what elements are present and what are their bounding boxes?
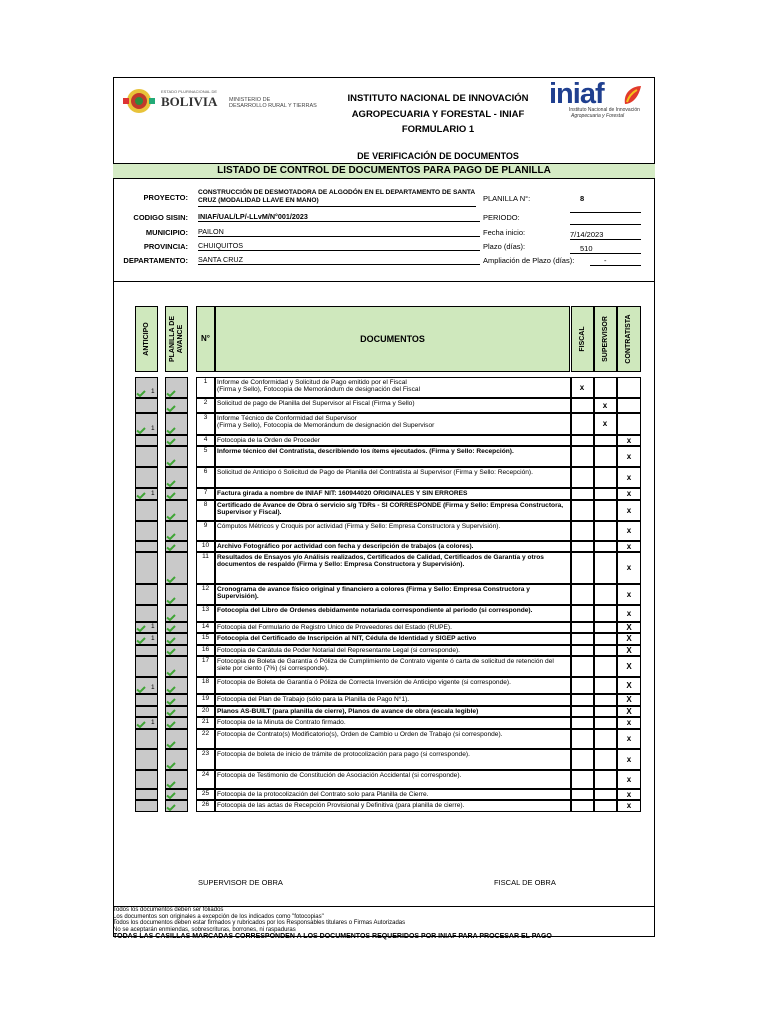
fecha-value: 7/14/2023 bbox=[570, 230, 641, 240]
row-number: 13 bbox=[201, 606, 210, 613]
row-number: 10 bbox=[201, 542, 210, 549]
supervisor-cell bbox=[594, 500, 617, 521]
fiscal-signature: FISCAL DE OBRA bbox=[494, 878, 556, 887]
supervisor-cell bbox=[594, 729, 617, 749]
fiscal-cell bbox=[571, 800, 594, 812]
proyecto-value: CONSTRUCCIÓN DE DESMOTADORA DE ALGODÓN EN EL DEPARTAMENTO DE SANTA CRUZ (MODALIDAD LLAVE EN MANO) bbox=[198, 189, 476, 207]
planilla-avance-header-text: PLANILLA DE AVANCE bbox=[168, 315, 184, 363]
check-icon bbox=[136, 686, 146, 693]
check-icon bbox=[166, 709, 176, 716]
row-document-text: Fotocopia de la Orden de Proceder bbox=[217, 437, 320, 444]
fiscal-cell bbox=[571, 435, 594, 446]
supervisor-header bbox=[594, 306, 617, 372]
row-number: 16 bbox=[201, 646, 210, 653]
fiscal-header bbox=[571, 306, 594, 372]
contratista-mark: x bbox=[626, 589, 632, 599]
row-document-text: Solicitud de pago de Planilla del Supervisor al Fiscal (Firma y Sello) bbox=[217, 400, 415, 407]
iniaf-sub-2: Agropecuaria y Forestal bbox=[571, 113, 625, 119]
title-line-1: INSTITUTO NACIONAL DE INNOVACIÓN bbox=[347, 93, 529, 104]
check-icon bbox=[166, 614, 176, 621]
row-number: 24 bbox=[201, 771, 210, 778]
anticipo-count: 1 bbox=[151, 388, 155, 395]
contratista-mark: X bbox=[626, 622, 632, 632]
contratista-mark: x bbox=[626, 754, 632, 764]
anticipo-header bbox=[135, 306, 158, 372]
row-number: 1 bbox=[203, 378, 208, 385]
supervisor-cell bbox=[594, 622, 617, 633]
check-icon bbox=[166, 721, 176, 728]
sisin-label: CODIGO SISIN: bbox=[133, 213, 188, 222]
contratista-mark: x bbox=[626, 563, 632, 572]
supervisor-cell bbox=[594, 467, 617, 488]
supervisor-cell bbox=[594, 552, 617, 584]
provincia-value: CHUIQUITOS bbox=[198, 241, 480, 251]
fiscal-cell bbox=[571, 656, 594, 677]
supervisor-cell bbox=[594, 656, 617, 677]
row-number: 8 bbox=[203, 501, 208, 508]
supervisor-cell bbox=[594, 800, 617, 812]
supervisor-mark: x bbox=[602, 419, 608, 428]
fiscal-cell bbox=[571, 706, 594, 717]
row-document-text: Fotocopia de Contrato(s) Modificatorio(s), Orden de Cambio u Orden de Trabajo (si corresponde). bbox=[217, 731, 503, 738]
plazo-label: Plazo (días): bbox=[483, 242, 526, 251]
fiscal-header-text: FISCAL bbox=[578, 326, 586, 352]
check-icon bbox=[166, 390, 176, 397]
fiscal-cell bbox=[571, 521, 594, 541]
anticipo-cell bbox=[135, 749, 158, 770]
fiscal-cell bbox=[571, 633, 594, 645]
supervisor-cell bbox=[594, 435, 617, 446]
fiscal-cell bbox=[571, 717, 594, 729]
check-icon bbox=[166, 427, 176, 434]
anticipo-count: 1 bbox=[151, 684, 155, 691]
check-icon bbox=[166, 762, 176, 769]
planilla-avance-header bbox=[165, 306, 188, 372]
contratista-mark: x bbox=[626, 435, 632, 445]
check-icon bbox=[166, 792, 176, 799]
periodo-label: PERIODO: bbox=[483, 213, 520, 222]
check-icon bbox=[166, 544, 176, 551]
supervisor-cell bbox=[594, 377, 617, 398]
supervisor-cell bbox=[594, 789, 617, 800]
row-number: 23 bbox=[201, 750, 210, 757]
check-icon bbox=[166, 576, 176, 583]
logo-small-text: ESTADO PLURINACIONAL DE bbox=[161, 89, 218, 94]
bottom-note: TODAS LAS CASILLAS MARCADAS CORRESPONDEN A LOS DOCUMENTOS REQUERIDOS POR INIAF PARA PROCESAR EL PAGO bbox=[113, 933, 552, 940]
check-icon bbox=[166, 597, 176, 604]
fecha-label: Fecha inicio: bbox=[483, 228, 526, 237]
anticipo-cell bbox=[135, 552, 158, 584]
contratista-mark: x bbox=[626, 789, 632, 799]
row-document-text: Factura girada a nombre de INIAF NIT: 160944020 ORIGINALES Y SIN ERRORES bbox=[217, 490, 468, 497]
section-divider bbox=[113, 281, 655, 282]
check-icon bbox=[166, 648, 176, 655]
contratista-mark: x bbox=[626, 801, 632, 810]
leaf-icon bbox=[621, 84, 643, 108]
row-document-text: Informe Técnico de Conformidad del Supervisor (Firma y Sello), Fotocopia de Memorándum de designación del Supervisor bbox=[217, 415, 435, 430]
footnote-3: Todos los documentos deben estar firmados y rubricados por los Responsables titulares o Firmas Autorizadas bbox=[113, 920, 406, 927]
row-document-text: Informe de Conformidad y Solicitud de Pago emitido por el Fiscal (Firma y Sello), Fotocopia de Memorándum de designación del Fiscal bbox=[217, 379, 421, 394]
row-document-text: Informe técnico del Contratista, describiendo los ítems ejecutados. (Firma y Sello: Recepción). bbox=[217, 448, 514, 455]
row-document-text: Fotocopia de Testimonio de Constitución de Asociación Accidental (si corresponde). bbox=[217, 772, 462, 779]
anticipo-cell bbox=[135, 605, 158, 622]
row-document-text: Solicitud de Anticipo ó Solicitud de Pago de Planilla del Contratista al Supervisor (Firma y Sello: Recepción). bbox=[217, 469, 533, 476]
row-number: 6 bbox=[203, 468, 208, 475]
contratista-mark: X bbox=[626, 661, 632, 671]
contratista-mark: x bbox=[626, 526, 632, 535]
contratista-mark: x bbox=[626, 608, 632, 618]
anticipo-cell bbox=[135, 706, 158, 717]
supervisor-cell bbox=[594, 521, 617, 541]
check-icon bbox=[166, 698, 176, 705]
municipio-label: MUNICIPIO: bbox=[145, 228, 188, 237]
bolivia-logo bbox=[121, 85, 221, 117]
contratista-mark: x bbox=[626, 489, 632, 498]
supervisor-cell bbox=[594, 584, 617, 605]
fiscal-cell bbox=[571, 398, 594, 413]
row-number: 3 bbox=[203, 414, 208, 421]
check-icon bbox=[136, 637, 146, 644]
anticipo-cell bbox=[135, 729, 158, 749]
row-document-text: Fotocopia de las actas de Recepción Provisional y Definitiva (para planilla de cierre). bbox=[217, 802, 465, 809]
anticipo-header-text: ANTICIPO bbox=[142, 322, 150, 356]
contratista-cell bbox=[617, 377, 641, 398]
anticipo-count: 1 bbox=[151, 719, 155, 726]
row-number: 21 bbox=[201, 718, 210, 725]
ministry-line-1: MINISTERIO DE bbox=[229, 97, 271, 103]
row-number: 25 bbox=[201, 790, 210, 797]
row-number: 22 bbox=[201, 730, 210, 737]
supervisor-cell bbox=[594, 645, 617, 656]
row-document-text: Fotocopia de Carátula de Poder Notarial del Representante Legal (si corresponde). bbox=[217, 647, 461, 654]
fiscal-cell bbox=[571, 622, 594, 633]
row-document-text: Fotocopia de la protocolización del Contrato solo para Planilla de Cierre. bbox=[217, 791, 429, 798]
contratista-mark: x bbox=[626, 718, 632, 727]
row-document-text: Fotocopia de Boleta de Garantía ó Póliza de Cumplimiento de Contrato vigente ó carta de solicitud de retención del siete por ciento (7%) (si corresponde). bbox=[217, 658, 554, 673]
departamento-value: SANTA CRUZ bbox=[198, 255, 480, 265]
check-icon bbox=[136, 427, 146, 434]
fiscal-cell bbox=[571, 677, 594, 694]
banner-title: LISTADO DE CONTROL DE DOCUMENTOS PARA PAGO DE PLANILLA bbox=[113, 163, 655, 179]
ampliacion-label: Ampliación de Plazo (días): bbox=[483, 256, 575, 265]
contratista-mark: x bbox=[626, 472, 632, 482]
check-icon bbox=[166, 405, 176, 412]
check-icon bbox=[166, 637, 176, 644]
plazo-value: 510 bbox=[570, 244, 641, 254]
row-document-text: Fotocopia del Formulario de Registro Único de Proveedores del Estado (RUPE). bbox=[217, 624, 452, 631]
sisin-value: INIAF/UAL/LP/-LLvM/N°001/2023 bbox=[198, 212, 480, 222]
supervisor-cell bbox=[594, 770, 617, 789]
row-number: 17 bbox=[201, 657, 210, 664]
check-icon bbox=[166, 686, 176, 693]
iniaf-logo bbox=[547, 78, 645, 122]
supervisor-cell bbox=[594, 717, 617, 729]
documentos-header: DOCUMENTOS bbox=[215, 306, 570, 372]
anticipo-cell bbox=[135, 398, 158, 413]
row-number: 14 bbox=[201, 623, 210, 630]
row-document-text: Fotocopia de Boleta de Garantía ó Póliza de Correcta Inversión de Anticipo vigente (si corresponde). bbox=[217, 679, 511, 686]
fiscal-cell bbox=[571, 729, 594, 749]
anticipo-count: 1 bbox=[151, 490, 155, 497]
footnote-4: No se aceptarán enmiendas, sobrescrituras, borrones, ni raspaduras bbox=[113, 927, 296, 934]
contratista-mark: x bbox=[626, 734, 632, 743]
contratista-header-text: CONTRATISTA bbox=[625, 314, 632, 364]
footnotes-box bbox=[113, 906, 655, 932]
supervisor-cell bbox=[594, 633, 617, 645]
fiscal-cell bbox=[571, 789, 594, 800]
fiscal-cell bbox=[571, 488, 594, 500]
planilla-value: 8 bbox=[580, 194, 585, 203]
anticipo-cell bbox=[135, 694, 158, 706]
check-icon bbox=[136, 625, 146, 632]
check-icon bbox=[166, 459, 176, 466]
supervisor-cell bbox=[594, 541, 617, 552]
row-document-text: Fotocopia de la Minuta de Contrato firmado. bbox=[217, 719, 346, 726]
check-icon bbox=[166, 438, 176, 445]
footnote-1: Todos los documentos deben ser foliados bbox=[113, 907, 224, 913]
no-header: N° bbox=[196, 306, 215, 372]
departamento-label: DEPARTAMENTO: bbox=[123, 256, 188, 265]
supervisor-mark: x bbox=[602, 400, 608, 410]
footnote-2: Los documentos son originales a excepción de los indicados como "fotocopias" bbox=[113, 913, 324, 920]
row-document-text: Archivo Fotográfico por actividad con fecha y descripción de trabajos (a colores). bbox=[217, 543, 474, 550]
ministry-text bbox=[229, 97, 317, 109]
check-icon bbox=[166, 533, 176, 540]
row-document-text: Planos AS-BUILT (para planilla de cierre), Planos de avance de obra (escala legible) bbox=[217, 708, 479, 715]
supervisor-header-text: SUPERVISOR bbox=[601, 316, 609, 362]
row-number: 12 bbox=[201, 585, 210, 592]
anticipo-cell bbox=[135, 521, 158, 541]
check-icon bbox=[166, 741, 176, 748]
anticipo-cell bbox=[135, 541, 158, 552]
row-document-text: Certificado de Avance de Obra ó servicio s/g TDRs - SI CORRESPONDE (Firma y Sello: Empresa Constructora, Supervisor y Fiscal). bbox=[217, 502, 564, 517]
fiscal-cell bbox=[571, 749, 594, 770]
supervisor-cell bbox=[594, 446, 617, 467]
contratista-mark: X bbox=[626, 645, 632, 655]
fiscal-cell bbox=[571, 500, 594, 521]
supervisor-cell bbox=[594, 749, 617, 770]
anticipo-cell bbox=[135, 770, 158, 789]
supervisor-signature: SUPERVISOR DE OBRA bbox=[198, 878, 283, 887]
fiscal-cell bbox=[571, 467, 594, 488]
row-number: 11 bbox=[202, 553, 209, 560]
row-document-text: Cómputos Métricos y Croquis por actividad (Firma y Sello: Empresa Constructora y Supervisión). bbox=[217, 523, 501, 530]
supervisor-cell bbox=[594, 488, 617, 500]
fiscal-mark: x bbox=[579, 382, 585, 392]
supervisor-cell bbox=[594, 694, 617, 706]
row-number: 18 bbox=[201, 678, 210, 685]
ampliacion-value: - bbox=[590, 256, 641, 266]
fiscal-cell bbox=[571, 584, 594, 605]
title-line-2: AGROPECUARIA Y FORESTAL - INIAF bbox=[351, 109, 525, 120]
municipio-value: PAILON bbox=[198, 227, 480, 237]
row-number: 5 bbox=[203, 447, 208, 454]
contratista-mark: X bbox=[626, 695, 632, 704]
row-document-text: Fotocopia del Plan de Trabajo (sólo para la Planilla de Pago N°1). bbox=[217, 696, 410, 703]
iniaf-wordmark: iniaf bbox=[549, 78, 604, 110]
contratista-mark: X bbox=[626, 706, 632, 716]
row-number: 9 bbox=[203, 522, 208, 529]
contratista-mark: x bbox=[626, 451, 632, 461]
anticipo-count: 1 bbox=[151, 623, 155, 630]
contratista-mark: x bbox=[626, 541, 632, 551]
row-number: 19 bbox=[201, 695, 210, 702]
title-line-3: FORMULARIO 1 bbox=[401, 124, 475, 135]
anticipo-cell bbox=[135, 446, 158, 467]
check-icon bbox=[166, 781, 176, 788]
check-icon bbox=[136, 492, 146, 499]
row-document-text: Fotocopia de boleta de inicio de trámite de protocolización para pago (si corresponde). bbox=[217, 751, 470, 758]
anticipo-cell bbox=[135, 800, 158, 812]
anticipo-cell bbox=[135, 584, 158, 605]
planilla-underline bbox=[570, 212, 641, 213]
check-icon bbox=[166, 669, 176, 676]
anticipo-cell bbox=[135, 656, 158, 677]
supervisor-cell bbox=[594, 706, 617, 717]
check-icon bbox=[166, 804, 176, 811]
check-icon bbox=[166, 480, 176, 487]
fiscal-cell bbox=[571, 541, 594, 552]
contratista-mark: X bbox=[626, 680, 632, 690]
anticipo-cell bbox=[135, 789, 158, 800]
contratista-cell bbox=[617, 413, 641, 435]
fiscal-cell bbox=[571, 552, 594, 584]
row-document-text: Cronograma de avance físico original y financiero a colores (Firma y Sello: Empresa Constructora y Supervisión). bbox=[217, 586, 530, 601]
anticipo-cell bbox=[135, 467, 158, 488]
row-number: 4 bbox=[203, 436, 208, 443]
anticipo-cell bbox=[135, 435, 158, 446]
row-number: 26 bbox=[201, 801, 210, 808]
fiscal-cell bbox=[571, 645, 594, 656]
check-icon bbox=[166, 513, 176, 520]
contratista-mark: x bbox=[626, 774, 632, 784]
check-icon bbox=[136, 390, 146, 397]
fiscal-cell bbox=[571, 605, 594, 622]
anticipo-count: 1 bbox=[151, 635, 155, 642]
periodo-underline bbox=[570, 224, 641, 225]
contratista-mark: X bbox=[626, 634, 632, 643]
anticipo-cell bbox=[135, 645, 158, 656]
check-icon bbox=[166, 492, 176, 499]
fiscal-cell bbox=[571, 446, 594, 467]
contratista-mark: x bbox=[626, 505, 632, 515]
row-document-text: Resultados de Ensayos y/o Análisis realizados, Certificados de Calidad, Certificados de Garantía y otros documentos de respaldo (Firma y Sello: Empresa Constructora y Supervisión). bbox=[217, 554, 544, 569]
proyecto-label: PROYECTO: bbox=[143, 193, 188, 202]
ministry-line-2: DESARROLLO RURAL Y TIERRAS bbox=[229, 103, 317, 109]
anticipo-count: 1 bbox=[151, 425, 155, 432]
title-line-4: DE VERIFICACIÓN DE DOCUMENTOS bbox=[357, 151, 519, 161]
fiscal-cell bbox=[571, 694, 594, 706]
planilla-label: PLANILLA N°: bbox=[483, 194, 531, 203]
fiscal-cell bbox=[571, 413, 594, 435]
row-number: 15 bbox=[201, 634, 210, 641]
iniaf-sub-1: Instituto Nacional de Innovación bbox=[569, 107, 640, 113]
row-document-text: Fotocopia del Certificado de Inscripción al NIT, Cédula de Identidad y SIGEP activo bbox=[217, 635, 477, 642]
bolivia-text: BOLIVIA bbox=[161, 94, 218, 109]
supervisor-cell bbox=[594, 677, 617, 694]
row-number: 7 bbox=[203, 489, 208, 496]
contratista-header bbox=[617, 306, 641, 372]
anticipo-cell bbox=[135, 500, 158, 521]
check-icon bbox=[136, 721, 146, 728]
contratista-cell bbox=[617, 398, 641, 413]
fiscal-cell bbox=[571, 770, 594, 789]
check-icon bbox=[166, 625, 176, 632]
row-document-text: Fotocopia del Libro de Órdenes debidamente notariada correspondiente al periodo (si corresponde). bbox=[217, 607, 533, 614]
row-number: 2 bbox=[203, 399, 208, 406]
row-number: 20 bbox=[201, 707, 210, 714]
provincia-label: PROVINCIA: bbox=[143, 242, 188, 251]
supervisor-cell bbox=[594, 605, 617, 622]
